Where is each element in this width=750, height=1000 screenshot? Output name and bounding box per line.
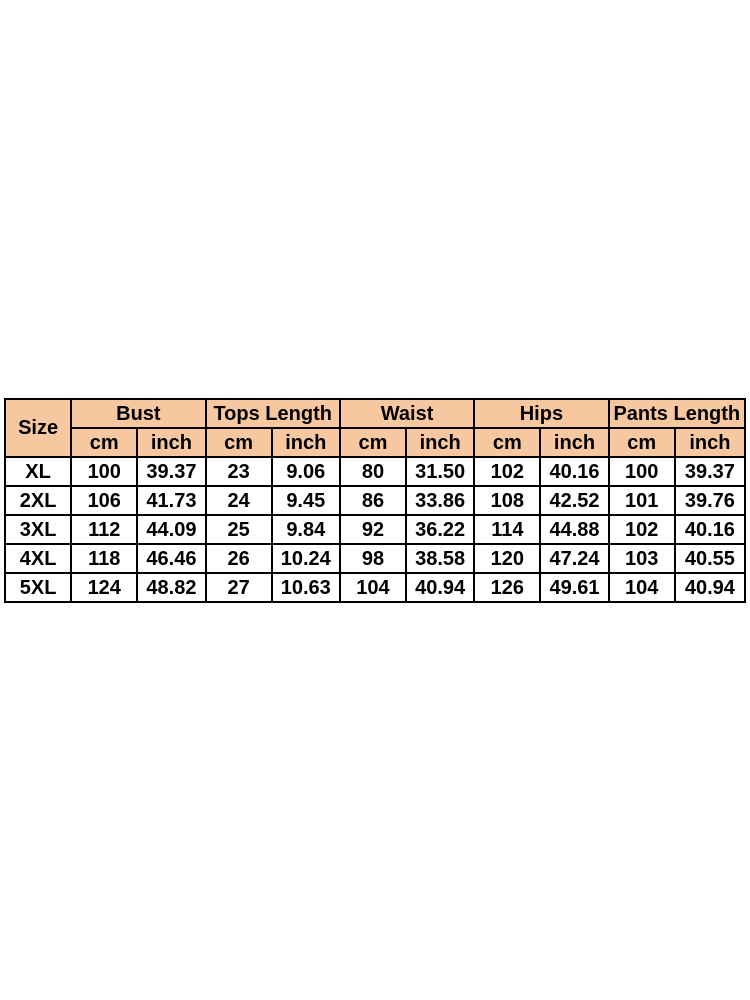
tops-length-inch-cell: 10.63 (272, 573, 340, 602)
waist-cm-cell: 92 (340, 515, 406, 544)
bust-inch-cell: 46.46 (137, 544, 205, 573)
hips-cm-cell: 102 (474, 457, 540, 486)
group-header-pants-length: Pants Length (609, 399, 745, 428)
group-header-hips: Hips (474, 399, 608, 428)
tops-length-cm-cell: 23 (206, 457, 272, 486)
hips-cm-cell: 126 (474, 573, 540, 602)
tops-length-inch-cell: 10.24 (272, 544, 340, 573)
hips-cm-cell: 114 (474, 515, 540, 544)
size-chart-table (4, 398, 746, 603)
tops-length-inch-cell: 9.06 (272, 457, 340, 486)
header-row-units (5, 428, 745, 457)
group-header-waist: Waist (340, 399, 474, 428)
pants-length-cm-cell: 102 (609, 515, 675, 544)
hips-cm-cell: 120 (474, 544, 540, 573)
pants-length-inch-cell: 39.37 (675, 457, 745, 486)
tops-length-inch-cell: 9.45 (272, 486, 340, 515)
bust-cm-cell: 100 (71, 457, 137, 486)
unit-header-inch: inch (406, 428, 474, 457)
pants-length-cm-cell: 103 (609, 544, 675, 573)
table-row (5, 457, 745, 486)
unit-header-cm: cm (474, 428, 540, 457)
waist-inch-cell: 33.86 (406, 486, 474, 515)
pants-length-cm-cell: 101 (609, 486, 675, 515)
size-column-header: Size (5, 399, 71, 457)
table-row (5, 515, 745, 544)
unit-header-cm: cm (340, 428, 406, 457)
bust-cm-cell: 118 (71, 544, 137, 573)
pants-length-cm-cell: 100 (609, 457, 675, 486)
table-header (5, 399, 745, 457)
pants-length-inch-cell: 39.76 (675, 486, 745, 515)
size-cell: XL (5, 457, 71, 486)
hips-inch-cell: 47.24 (540, 544, 608, 573)
waist-cm-cell: 80 (340, 457, 406, 486)
waist-inch-cell: 31.50 (406, 457, 474, 486)
tops-length-cm-cell: 26 (206, 544, 272, 573)
unit-header-inch: inch (272, 428, 340, 457)
unit-header-cm: cm (206, 428, 272, 457)
table-body (5, 457, 745, 602)
pants-length-inch-cell: 40.94 (675, 573, 745, 602)
table-row (5, 573, 745, 602)
size-cell: 2XL (5, 486, 71, 515)
size-cell: 5XL (5, 573, 71, 602)
tops-length-cm-cell: 24 (206, 486, 272, 515)
size-cell: 4XL (5, 544, 71, 573)
unit-header-cm: cm (71, 428, 137, 457)
hips-inch-cell: 44.88 (540, 515, 608, 544)
table-row (5, 486, 745, 515)
header-row-groups (5, 399, 745, 428)
tops-length-cm-cell: 27 (206, 573, 272, 602)
hips-cm-cell: 108 (474, 486, 540, 515)
bust-cm-cell: 106 (71, 486, 137, 515)
tops-length-cm-cell: 25 (206, 515, 272, 544)
size-cell: 3XL (5, 515, 71, 544)
hips-inch-cell: 40.16 (540, 457, 608, 486)
bust-inch-cell: 48.82 (137, 573, 205, 602)
pants-length-inch-cell: 40.16 (675, 515, 745, 544)
group-header-tops-length: Tops Length (206, 399, 340, 428)
table-row (5, 544, 745, 573)
unit-header-inch: inch (137, 428, 205, 457)
waist-cm-cell: 98 (340, 544, 406, 573)
pants-length-cm-cell: 104 (609, 573, 675, 602)
unit-header-inch: inch (675, 428, 745, 457)
bust-inch-cell: 44.09 (137, 515, 205, 544)
waist-inch-cell: 38.58 (406, 544, 474, 573)
waist-inch-cell: 36.22 (406, 515, 474, 544)
tops-length-inch-cell: 9.84 (272, 515, 340, 544)
hips-inch-cell: 42.52 (540, 486, 608, 515)
bust-inch-cell: 39.37 (137, 457, 205, 486)
waist-cm-cell: 104 (340, 573, 406, 602)
group-header-bust: Bust (71, 399, 205, 428)
bust-inch-cell: 41.73 (137, 486, 205, 515)
bust-cm-cell: 124 (71, 573, 137, 602)
hips-inch-cell: 49.61 (540, 573, 608, 602)
waist-inch-cell: 40.94 (406, 573, 474, 602)
bust-cm-cell: 112 (71, 515, 137, 544)
waist-cm-cell: 86 (340, 486, 406, 515)
pants-length-inch-cell: 40.55 (675, 544, 745, 573)
unit-header-inch: inch (540, 428, 608, 457)
unit-header-cm: cm (609, 428, 675, 457)
